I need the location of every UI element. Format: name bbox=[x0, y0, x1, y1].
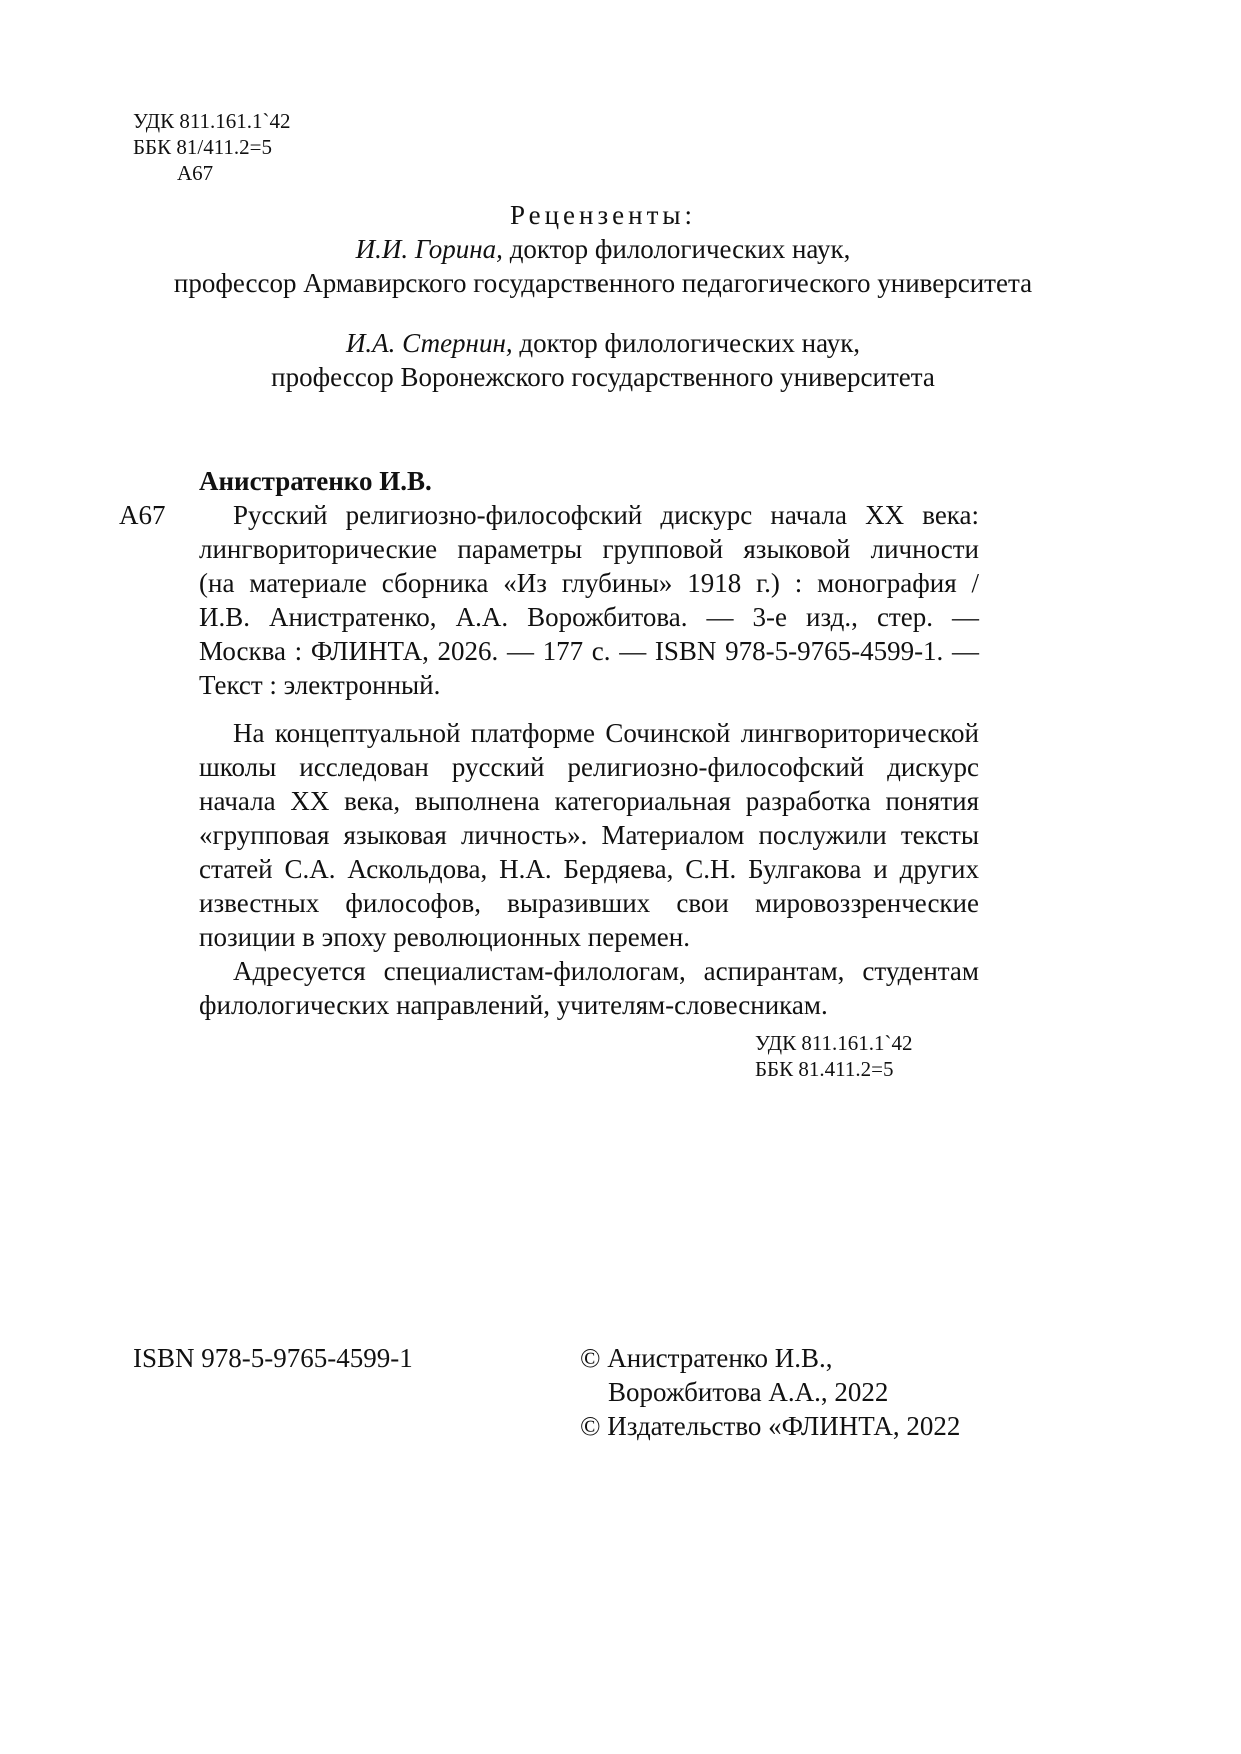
reviewer-1-position: профессор Армавирского государственного педагогического университета bbox=[173, 268, 1033, 298]
top-codes bbox=[133, 108, 291, 186]
reviewer-2-position: профессор Воронежского государственного университета bbox=[271, 362, 935, 392]
reviewers-block bbox=[100, 198, 1106, 394]
copyright-authors-cont: Ворожбитова А.А., 2022 bbox=[608, 1377, 889, 1407]
reviewer-1-degree: доктор филологических наук, bbox=[509, 234, 851, 264]
reviewer-1-name: И.И. Горина, bbox=[355, 234, 503, 264]
abstract-line: начала XX века, выполнена категориальная разработка понятия bbox=[199, 786, 979, 816]
abstract-line: филологических направлений, учителям-словесникам. bbox=[199, 990, 828, 1020]
abstract-line: известных философов, выразивших свои мировоззренческие bbox=[199, 888, 979, 918]
entry-description bbox=[199, 498, 979, 702]
entry-line: И.В. Анистратенко, А.А. Ворожбитова. — 3-е изд., стер. — bbox=[199, 602, 979, 632]
entry-mark: А67 bbox=[119, 500, 166, 530]
udk-code: УДК 811.161.1`42 bbox=[133, 109, 291, 133]
bottom-udk-code: УДК 811.161.1`42 bbox=[755, 1031, 913, 1055]
abstract-line: статей С.А. Аскольдова, Н.А. Бердяева, С.Н. Булгакова и других bbox=[199, 854, 979, 884]
bbk-code: ББК 81/411.2=5 bbox=[133, 135, 273, 159]
entry-line: лингвориторические параметры групповой языковой личности bbox=[199, 534, 979, 564]
reviewer-1 bbox=[100, 232, 1106, 266]
entry-line: (на материале сборника «Из глубины» 1918 г.) : монография / bbox=[199, 568, 979, 598]
author-mark: А67 bbox=[177, 161, 214, 185]
isbn: ISBN 978-5-9765-4599-1 bbox=[133, 1343, 413, 1373]
entry-line: Москва : ФЛИНТА, 2026. — 177 с. — ISBN 978-5-9765-4599-1. — bbox=[199, 636, 979, 666]
abstract-line: На концептуальной платформе Сочинской лингвориторической bbox=[233, 718, 979, 748]
entry-author bbox=[199, 464, 432, 498]
copyright-publisher: © Издательство «ФЛИНТА, 2022 bbox=[580, 1411, 961, 1441]
reviewers-heading: Рецензенты: bbox=[509, 200, 697, 230]
copyright-block bbox=[580, 1341, 960, 1443]
entry-line: Русский религиозно-философский дискурс начала XX века: bbox=[233, 500, 979, 530]
abstract-line: школы исследован русский религиозно-философский дискурс bbox=[199, 752, 979, 782]
reviewer-2-degree: доктор филологических наук, bbox=[519, 328, 861, 358]
copyright-authors: © Анистратенко И.В., bbox=[580, 1343, 833, 1373]
abstract-line: позиции в эпоху революционных перемен. bbox=[199, 922, 690, 952]
abstract-line: Адресуется специалистам-филологам, аспирантам, студентам bbox=[233, 956, 979, 986]
abstract-line: «групповая языковая личность». Материалом послужили тексты bbox=[199, 820, 979, 850]
bottom-bbk-code: ББК 81.411.2=5 bbox=[755, 1057, 894, 1081]
abstract bbox=[199, 716, 979, 1022]
bottom-codes bbox=[755, 1030, 913, 1082]
entry-author-name: Анистратенко И.В. bbox=[199, 466, 432, 496]
reviewer-2 bbox=[100, 326, 1106, 360]
reviewer-2-name: И.А. Стернин, bbox=[345, 328, 513, 358]
entry-line: Текст : электронный. bbox=[199, 670, 441, 700]
